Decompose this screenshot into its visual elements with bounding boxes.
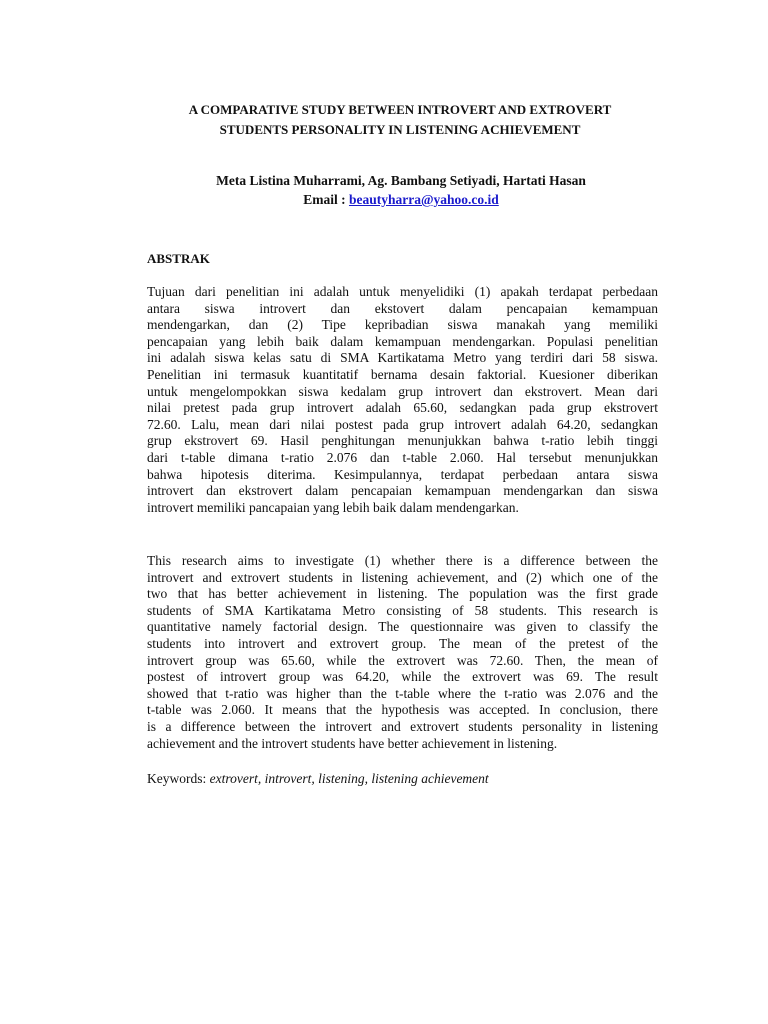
abstract-line: showed that t-ratio was higher than the t-table where the t-ratio was 2.076 and the bbox=[147, 685, 658, 701]
abstrak-paragraph bbox=[147, 284, 658, 516]
abstract-line: introvert group was 65.60, while the extrovert was 72.60. Then, the mean of bbox=[147, 652, 658, 668]
abstrak-line: Penelitian ini termasuk kuantitatif bernama desain faktorial. Kuesioner diberikan bbox=[147, 366, 658, 382]
abstrak-line: nilai pretest pada grup introvert adalah 65.60, sedangkan pada grup ekstrovert bbox=[147, 400, 658, 416]
abstrak-line: pencapaian yang lebih baik dalam kemampuan mendengarkan. Populasi penelitian bbox=[147, 333, 658, 349]
paper-title-line-1: A COMPARATIVE STUDY BETWEEN INTROVERT AND EXTROVERT bbox=[188, 102, 612, 117]
abstract-paragraph bbox=[147, 553, 658, 752]
abstrak-line: Tujuan dari penelitian ini adalah untuk menyelidiki (1) apakah terdapat perbedaan bbox=[147, 284, 658, 299]
paper-title-line-2: STUDENTS PERSONALITY IN LISTENING ACHIEVEMENT bbox=[219, 122, 581, 137]
abstract-line: achievement and the introvert students have better achievement in listening. bbox=[147, 735, 558, 751]
abstrak-line: bahwa hipotesis diterima. Kesimpulannya, terdapat perbedaan antara siswa bbox=[147, 466, 658, 482]
abstract-line: two that has better achievement in listening. The population was the first grade bbox=[147, 586, 658, 602]
abstrak-heading: ABSTRAK bbox=[147, 251, 210, 266]
abstrak-line: 72.60. Lalu, mean dari nilai postest pada grup introvert adalah 64.20, sedangkan bbox=[147, 416, 658, 432]
email-label: Email : bbox=[303, 192, 349, 207]
email-line bbox=[100, 190, 702, 209]
abstract-line: students of SMA Kartikatama Metro consisting of 58 students. This research is bbox=[147, 602, 658, 618]
abstract-line: introvert and extrovert students in listening achievement, and (2) which one of the bbox=[147, 569, 658, 585]
abstrak-line: introvert memiliki pancapaian yang lebih baik dalam mendengarkan. bbox=[147, 499, 519, 515]
author-names: Meta Listina Muharrami, Ag. Bambang Setiyadi, Hartati Hasan bbox=[216, 173, 586, 188]
abstrak-line: mendengarkan, dan (2) Tipe kepribadian siswa manakah yang memiliki bbox=[147, 317, 658, 333]
abstract-line: quantitative namely factorial design. The questionnaire was given to classify the bbox=[147, 619, 658, 635]
abstract-line: is a difference between the introvert and extrovert students personality in listening bbox=[147, 718, 658, 734]
abstract-line: This research aims to investigate (1) whether there is a difference between the bbox=[147, 553, 658, 568]
author-block bbox=[100, 171, 702, 209]
abstrak-line: antara siswa introvert dan ekstovert dalam pencapaian kemampuan bbox=[147, 300, 658, 316]
abstrak-line: introvert dan ekstrovert dalam pencapaian kemampuan mendengarkan dan siswa bbox=[147, 483, 658, 499]
email-link[interactable]: beautyharra@yahoo.co.id bbox=[348, 192, 499, 207]
abstrak-line: untuk mengelompokkan siswa kedalam grup introvert dan ekstrovert. Mean dari bbox=[147, 383, 658, 399]
abstract-line: postest of introvert group was 64.20, while the extrovert was 69. The result bbox=[147, 669, 658, 685]
abstrak-line: grup ekstrovert 69. Hasil penghitungan menunjukkan bahwa t-ratio lebih tinggi bbox=[147, 433, 658, 449]
abstract-line: t-table was 2.060. It means that the hypothesis was accepted. In conclusion, there bbox=[147, 702, 658, 718]
keywords-terms: extrovert, introvert, listening, listening achievement bbox=[209, 771, 489, 786]
abstrak-line: ini adalah siswa kelas satu di SMA Kartikatama Metro yang terdiri dari 58 siswa. bbox=[147, 350, 658, 366]
keywords-label: Keywords: bbox=[147, 771, 210, 786]
paper-title bbox=[100, 100, 700, 140]
abstrak-line: dari t-table dimana t-ratio 2.076 dan t-table 2.060. Hal tersebut menunjukkan bbox=[147, 449, 658, 465]
keywords-line bbox=[147, 771, 489, 787]
abstract-line: students into introvert and extrovert group. The mean of the pretest of the bbox=[147, 635, 658, 651]
